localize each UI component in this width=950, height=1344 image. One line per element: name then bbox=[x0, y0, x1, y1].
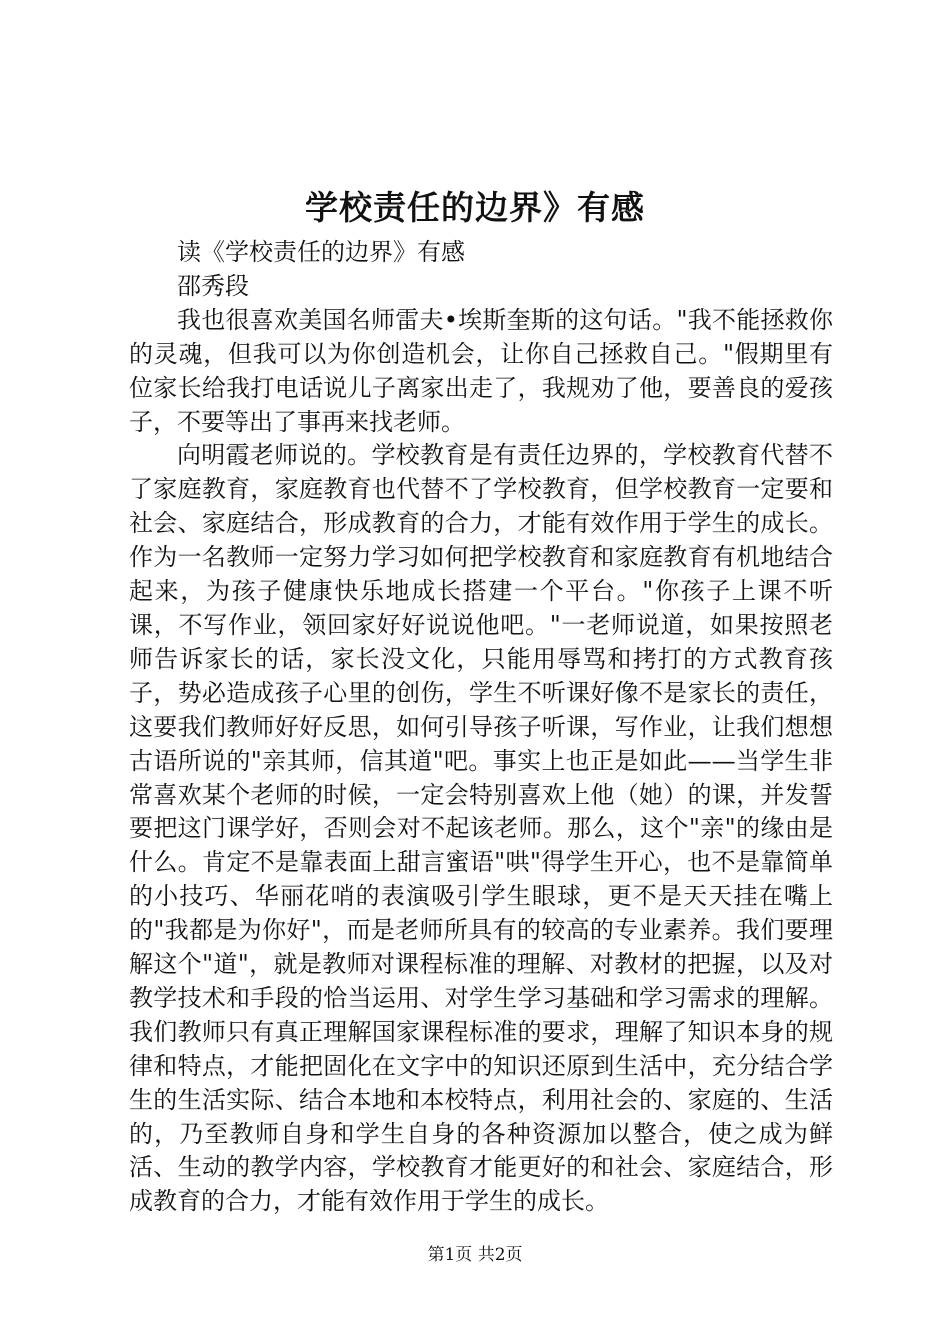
document-body bbox=[129, 236, 833, 1219]
document-subtitle: 读《学校责任的边界》有感 bbox=[177, 238, 465, 266]
body-paragraph-1: 我也很喜欢美国名师雷夫•埃斯奎斯的这句话。"我不能拯救你的灵魂，但我可以为你创造机会，让你自己拯救自己。"假期里有位家长给我打电话说儿子离家出走了，我规劝了他，要善良的爱孩子，不要等出了事再来找老师。 bbox=[129, 305, 833, 436]
page-footer: 第1页 共2页 bbox=[427, 1245, 523, 1265]
document-title: 学校责任的边界》有感 bbox=[305, 188, 645, 227]
body-paragraph-2: 向明霞老师说的。学校教育是有责任边界的，学校教育代替不了家庭教育，家庭教育也代替不了学校教育，但学校教育一定要和社会、家庭结合，形成教育的合力，才能有效作用于学生的成长。作为一名教师一定努力学习如何把学校教育和家庭教育有机地结合起来，为孩子健康快乐地成长搭建一个平台。"你孩子上课不听课，不写作业，领回家好好说说他吧。"一老师说道，如果按照老师告诉家长的话，家长没文化，只能用辱骂和拷打的方式教育孩子，势必造成孩子心里的创伤，学生不听课好像不是家长的责任，这要我们教师好好反思，如何引导孩子听课，写作业，让我们想想古语所说的"亲其师，信其道"吧。事实上也正是如此——当学生非常喜欢某个老师的时候，一定会特别喜欢上他（她）的课，并发誓要把这门课学好，否则会对不起该老师。那么，这个"亲"的缘由是什么。肯定不是靠表面上甜言蜜语"哄"得学生开心，也不是靠简单的小技巧、华丽花哨的表演吸引学生眼球，更不是天天挂在嘴上的"我都是为你好"，而是老师所具有的较高的专业素养。我们要理解这个"道"，就是教师对课程标准的理解、对教材的把握，以及对教学技术和手段的恰当运用、对学生学习基础和学习需求的理解。我们教师只有真正理解国家课程标准的要求，理解了知识本身的规律和特点，才能把固化在文字中的知识还原到生活中，充分结合学生的生活实际、结合本地和本校特点，利用社会的、家庭的、生活的，乃至教师自身和学生自身的各种资源加以整合，使之成为鲜活、生动的教学内容，学校教育才能更好的和社会、家庭结合，形成教育的合力，才能有效作用于学生的成长。 bbox=[129, 441, 833, 1216]
document-author: 邵秀段 bbox=[177, 271, 249, 300]
